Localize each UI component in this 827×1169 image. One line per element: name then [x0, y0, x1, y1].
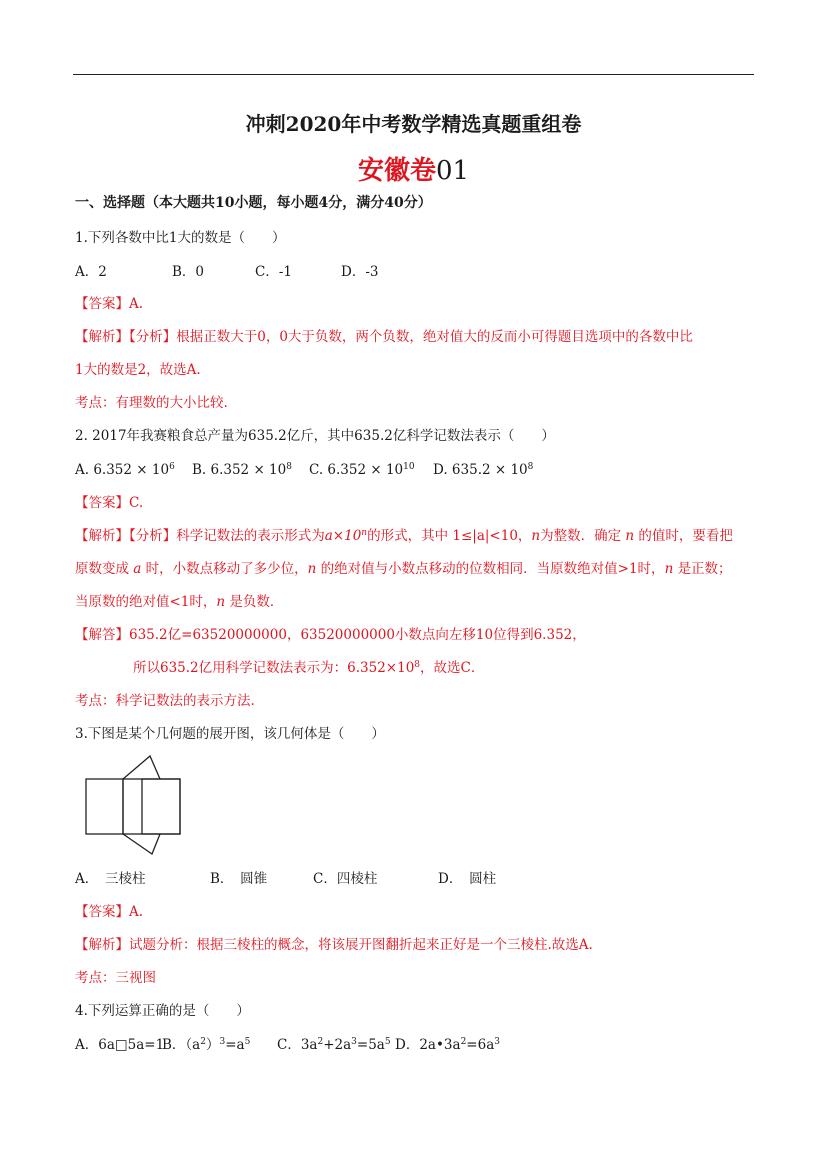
q2-point: 考点：科学记数法的表示方法.: [75, 693, 255, 709]
q1-option-b: B．0: [172, 264, 205, 280]
q1-options: [75, 264, 378, 280]
net-rect-right-face: [142, 779, 180, 834]
net-triangle-top: [123, 756, 160, 779]
q2-option-c: C. $6.352 \times 10^{10}$: [309, 462, 415, 478]
q2-options: [75, 462, 533, 478]
q3-option-b: B． 圆锥: [210, 871, 268, 887]
prism-net-figure: [80, 753, 190, 858]
q4-option-b: B．$(a^2)^3=a^5$: [162, 1037, 251, 1053]
q2-solution-line2: 所以635.2亿用科学记数法表示为：$6.352\times 10^8$，故选C．: [133, 660, 485, 676]
section-heading: 一、选择题（本大题共10小题，每小题4分，满分40分）: [75, 195, 432, 211]
q4-option-a: A．6a□5a=1: [75, 1037, 165, 1053]
q3-option-d: D． 圆柱: [438, 871, 497, 887]
q4-option-d: D．$2a•3a^2=6a^3$: [395, 1037, 500, 1053]
q3-option-c: C．四棱柱: [313, 871, 378, 887]
q3-option-a: A． 三棱柱: [75, 871, 146, 887]
q3-point: 考点：三视图: [75, 970, 156, 986]
q4-options: [75, 1037, 500, 1053]
q2-answer: 【答案】C.: [75, 495, 144, 511]
subtitle-province: 安徽卷: [357, 156, 436, 186]
q2-solution-line1: 【解答】635.2亿=63520000000，63520000000小数点向左移10位得到6.352，: [75, 627, 586, 643]
subtitle-number: 01: [435, 156, 470, 186]
q2-option-b: B. $6.352 \times 10^8$: [192, 462, 292, 478]
q1-stem: 1.下列各数中比1大的数是（ ）: [75, 230, 286, 246]
page-subtitle: [0, 150, 827, 187]
q2-analysis-line2: 原数变成 a 时，小数点移动了多少位，n 的绝对值与小数点移动的位数相同．当原数绝对值>1时，n 是正数；: [75, 561, 732, 577]
net-rect-middle: [123, 779, 180, 834]
q1-option-c: C．-1: [255, 264, 292, 280]
q3-analysis: 【解析】试题分析：根据三棱柱的概念，将该展开图翻折起来正好是一个三棱柱.故选A.: [75, 937, 593, 953]
q3-answer: 【答案】A.: [75, 904, 144, 920]
q1-option-d: D．-3: [341, 264, 379, 280]
header-rule: [73, 74, 754, 75]
q3-options: [75, 871, 496, 887]
q1-option-a: A．2: [75, 264, 107, 280]
q1-point: 考点：有理数的大小比较.: [75, 395, 228, 411]
q2-analysis-line3: 当原数的绝对值<1时，n 是负数．: [75, 594, 284, 610]
q1-analysis-line2: 1大的数是2，故选A.: [75, 362, 201, 378]
q2-analysis-line1: 【解析】【分析】科学记数法的表示形式为$a\times 10^n$的形式，其中 1≤|a|<10，n为整数．确定 n 的值时，要看把: [75, 528, 733, 544]
q2-stem: 2. 2017年我赛粮食总产量为635.2亿斤，其中635.2亿科学记数法表示（ ）: [75, 428, 555, 444]
q4-stem: 4.下列运算正确的是（ ）: [75, 1003, 250, 1019]
net-triangle-bottom: [123, 834, 160, 854]
page-title: 冲刺2020年中考数学精选真题重组卷: [245, 112, 582, 136]
q2-option-a: A. $6.352 \times 10^6$: [75, 462, 175, 478]
q1-analysis-line1: 【解析】【分析】根据正数大于0，0大于负数，两个负数，绝对值大的反而小可得题目选项中的各数中比: [75, 329, 693, 345]
q3-stem: 3.下图是某个几何题的展开图，该几何体是（ ）: [75, 726, 385, 742]
net-rect-left: [86, 779, 123, 834]
q4-option-c: C．$3a^2+2a^3=5a^5$: [277, 1037, 391, 1053]
q2-option-d: D. $635.2 \times 10^8$: [433, 462, 534, 478]
q1-answer: 【答案】A.: [75, 296, 144, 312]
